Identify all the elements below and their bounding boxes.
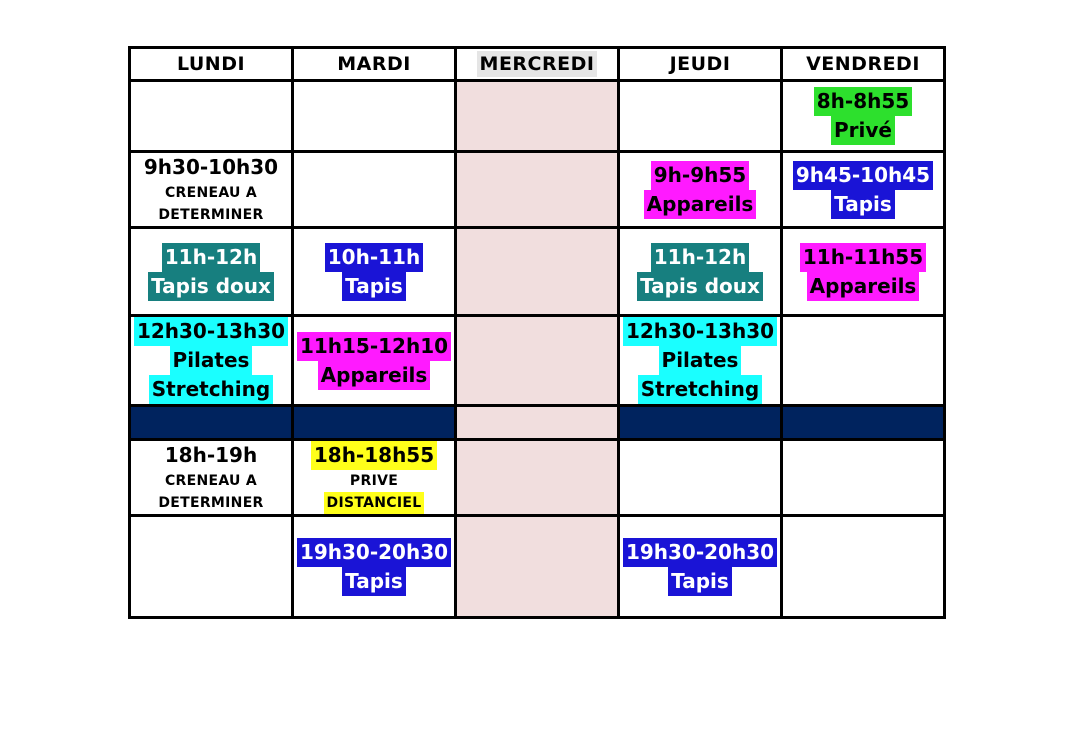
- day-header-vendredi: [782, 48, 945, 81]
- session-note: DETERMINER: [158, 207, 264, 223]
- session-text: 19h30-20h30: [623, 538, 777, 567]
- day-label: LUNDI: [176, 53, 246, 75]
- session-text: 11h-12h: [162, 243, 260, 272]
- cell-vendredi: [782, 516, 945, 618]
- cell-mardi: [293, 316, 456, 406]
- session-text: Appareils: [807, 272, 920, 301]
- day-header-mardi: [293, 48, 456, 81]
- cell-jeudi: [619, 228, 782, 316]
- session-text: Appareils: [318, 361, 431, 390]
- cell-mardi: [293, 228, 456, 316]
- time-row: [130, 440, 945, 516]
- cell-vendredi: [782, 152, 945, 228]
- cell-mercredi: [456, 406, 619, 440]
- session-block: [637, 243, 763, 301]
- session-text: 12h30-13h30: [134, 317, 288, 346]
- day-header-lundi: [130, 48, 293, 81]
- day-header-jeudi: [619, 48, 782, 81]
- session-text: 18h-19h: [164, 443, 258, 467]
- session-block: [148, 243, 274, 301]
- time-row: [130, 152, 945, 228]
- cell-jeudi: [619, 516, 782, 618]
- session-block: [297, 332, 451, 390]
- cell-lundi: [130, 81, 293, 152]
- session-text: Tapis: [342, 567, 406, 596]
- cell-jeudi: [619, 440, 782, 516]
- session-text: Appareils: [644, 190, 757, 219]
- cell-vendredi: [782, 81, 945, 152]
- day-label: JEUDI: [669, 53, 731, 75]
- session-text: 11h15-12h10: [297, 332, 451, 361]
- session-note: CRENEAU A: [164, 473, 258, 489]
- session-block: [644, 161, 757, 219]
- session-text: 9h45-10h45: [793, 161, 933, 190]
- session-text: 12h30-13h30: [623, 317, 777, 346]
- session-note: PRIVE: [349, 473, 399, 489]
- time-row: [130, 81, 945, 152]
- cell-mardi: [293, 440, 456, 516]
- cell-jeudi: [619, 81, 782, 152]
- session-text: Tapis: [342, 272, 406, 301]
- session-note: DISTANCIEL: [324, 492, 425, 514]
- session-text: 18h-18h55: [311, 441, 437, 470]
- cell-mercredi: [456, 81, 619, 152]
- session-block: [800, 243, 926, 301]
- session-block: [814, 87, 912, 145]
- cell-vendredi: [782, 228, 945, 316]
- session-block: [325, 243, 423, 301]
- cell-lundi: [130, 440, 293, 516]
- day-label: MERCREDI: [477, 51, 598, 77]
- time-row: [130, 516, 945, 618]
- cell-jeudi: [619, 406, 782, 440]
- session-text: 11h-11h55: [800, 243, 926, 272]
- session-block: [311, 441, 437, 514]
- cell-mercredi: [456, 316, 619, 406]
- session-block: [623, 538, 777, 596]
- session-text: Stretching: [149, 375, 273, 404]
- cell-vendredi: [782, 316, 945, 406]
- cell-vendredi: [782, 440, 945, 516]
- session-text: 8h-8h55: [814, 87, 912, 116]
- session-text: Stretching: [638, 375, 762, 404]
- cell-lundi: [130, 228, 293, 316]
- cell-mardi: [293, 152, 456, 228]
- session-text: Tapis: [831, 190, 895, 219]
- day-header-mercredi: [456, 48, 619, 81]
- session-text: Tapis doux: [148, 272, 274, 301]
- session-text: Pilates: [659, 346, 742, 375]
- cell-mardi: [293, 516, 456, 618]
- session-note: CRENEAU A: [164, 185, 258, 201]
- cell-mercredi: [456, 440, 619, 516]
- session-block: [623, 317, 777, 404]
- session-block: [141, 153, 281, 226]
- cell-lundi: [130, 316, 293, 406]
- cell-lundi: [130, 152, 293, 228]
- cell-lundi: [130, 516, 293, 618]
- schedule-body: [130, 81, 945, 618]
- session-text: 9h30-10h30: [143, 155, 279, 179]
- cell-mardi: [293, 81, 456, 152]
- cell-jeudi: [619, 152, 782, 228]
- cell-mercredi: [456, 516, 619, 618]
- session-text: 10h-11h: [325, 243, 423, 272]
- session-note: DETERMINER: [158, 495, 264, 511]
- session-text: Tapis: [668, 567, 732, 596]
- cell-mercredi: [456, 152, 619, 228]
- day-label: VENDREDI: [806, 53, 920, 75]
- session-block: [297, 538, 451, 596]
- day-header-row: [130, 48, 945, 81]
- cell-mardi: [293, 406, 456, 440]
- session-block: [793, 161, 933, 219]
- schedule-table: [128, 46, 946, 619]
- time-row: [130, 316, 945, 406]
- session-text: 9h-9h55: [651, 161, 749, 190]
- session-text: Tapis doux: [637, 272, 763, 301]
- session-text: Privé: [831, 116, 895, 145]
- cell-mercredi: [456, 228, 619, 316]
- session-block: [134, 317, 288, 404]
- day-label: MARDI: [337, 53, 411, 75]
- separator-row: [130, 406, 945, 440]
- session-text: Pilates: [170, 346, 253, 375]
- time-row: [130, 228, 945, 316]
- cell-jeudi: [619, 316, 782, 406]
- cell-vendredi: [782, 406, 945, 440]
- cell-lundi: [130, 406, 293, 440]
- session-text: 11h-12h: [651, 243, 749, 272]
- session-text: 19h30-20h30: [297, 538, 451, 567]
- session-block: [155, 441, 266, 514]
